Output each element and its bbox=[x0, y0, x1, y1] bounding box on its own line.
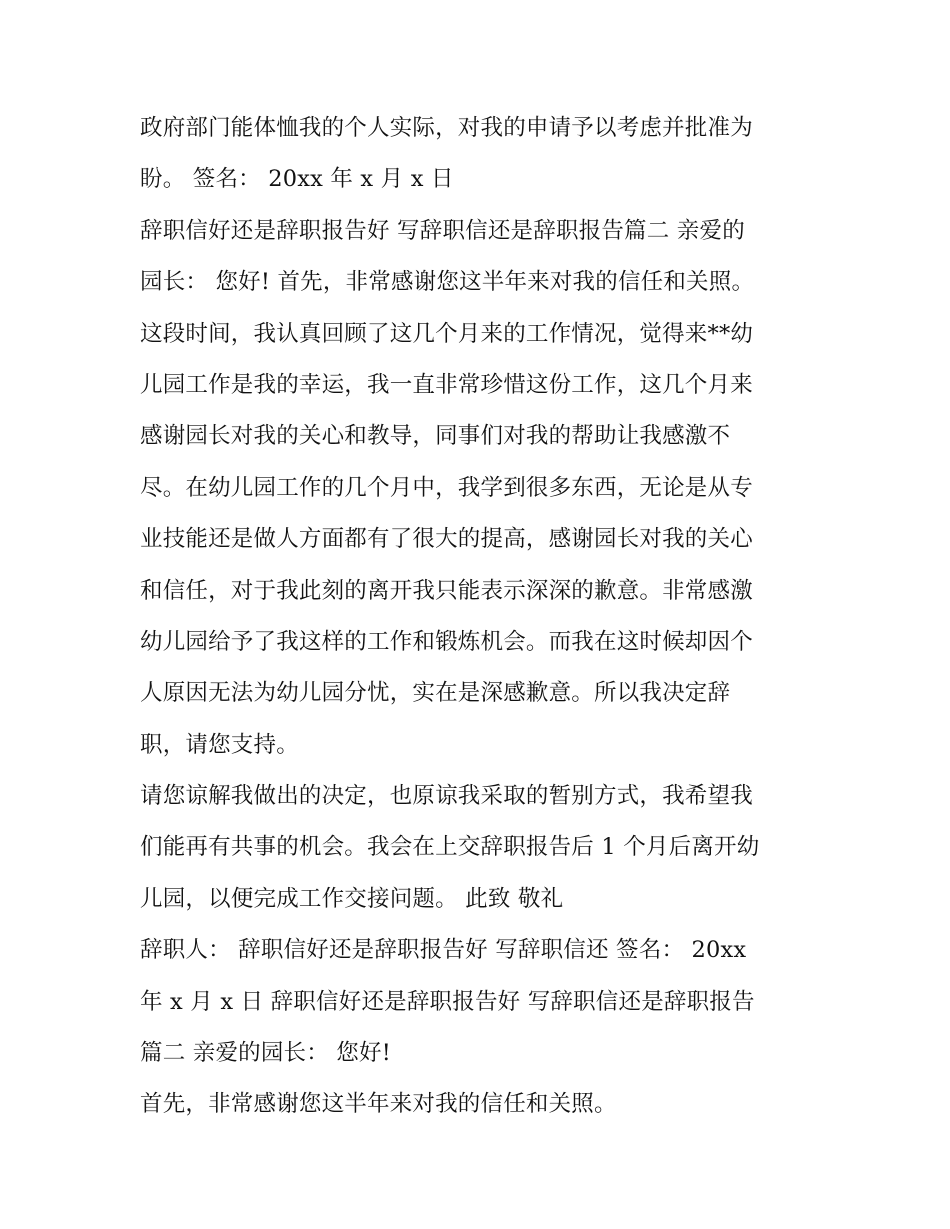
document-body bbox=[140, 103, 830, 1131]
text-line: 儿园工作是我的幸运，我一直非常珍惜这份工作，这几个月来 bbox=[140, 371, 753, 398]
text-line: 幼儿园给予了我这样的工作和锻炼机会。而我在这时候却因个 bbox=[140, 628, 753, 655]
text-line: 辞职人： 辞职信好还是辞职报告好 写辞职信还 签名： 20xx bbox=[140, 937, 747, 964]
text-line: 这段时间，我认真回顾了这几个月来的工作情况，觉得来**幼 bbox=[140, 320, 754, 347]
text-line: 年 x 月 x 日 辞职信好还是辞职报告好 写辞职信还是辞职报告 bbox=[140, 988, 755, 1015]
text-line: 盼。 签名： 20xx 年 x 月 x 日 bbox=[140, 166, 454, 193]
text-line: 篇二 亲爱的园长： 您好! bbox=[140, 1040, 391, 1067]
text-line: 和信任，对于我此刻的离开我只能表示深深的歉意。非常感激 bbox=[140, 577, 753, 604]
text-line: 辞职信好还是辞职报告好 写辞职信还是辞职报告篇二 亲爱的 bbox=[140, 217, 745, 244]
text-line: 们能再有共事的机会。我会在上交辞职报告后 1 个月后离开幼 bbox=[140, 834, 760, 861]
text-line: 儿园，以便完成工作交接问题。 此致 敬礼 bbox=[140, 885, 564, 912]
text-line: 园长： 您好! 首先，非常感谢您这半年来对我的信任和关照。 bbox=[140, 269, 755, 296]
text-line: 人原因无法为幼儿园分忧，实在是深感歉意。所以我决定辞 bbox=[140, 680, 731, 707]
text-line: 业技能还是做人方面都有了很大的提高，感谢园长对我的关心 bbox=[140, 526, 753, 553]
text-line: 尽。在幼儿园工作的几个月中，我学到很多东西，无论是从专 bbox=[140, 474, 753, 501]
text-line: 请您谅解我做出的决定，也原谅我采取的暂别方式，我希望我 bbox=[140, 783, 753, 810]
text-line: 政府部门能体恤我的个人实际，对我的申请予以考虑并批准为 bbox=[140, 115, 753, 141]
text-line: 首先，非常感谢您这半年来对我的信任和关照。 bbox=[140, 1091, 617, 1118]
text-line: 职，请您支持。 bbox=[140, 731, 299, 758]
text-line: 感谢园长对我的关心和教导，同事们对我的帮助让我感激不 bbox=[140, 423, 731, 450]
